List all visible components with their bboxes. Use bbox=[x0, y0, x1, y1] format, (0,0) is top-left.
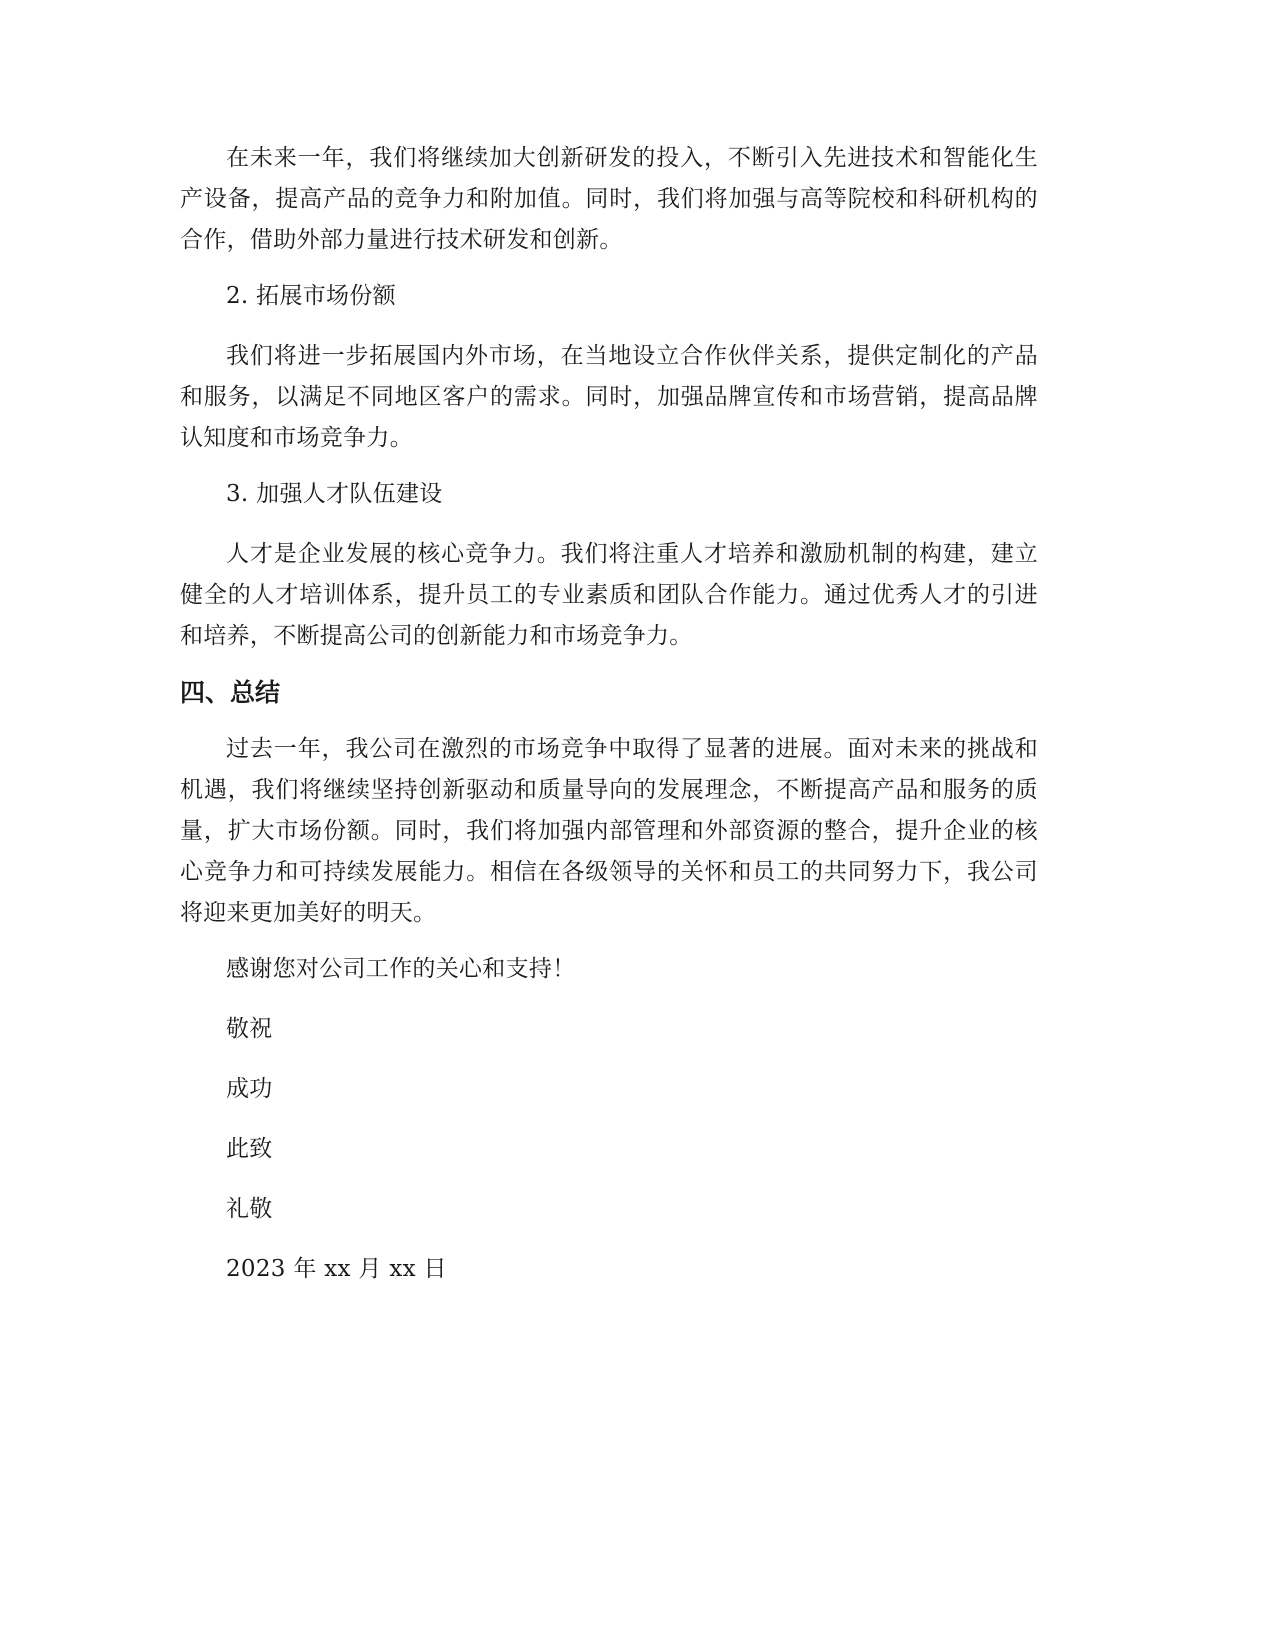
closing-line-2: 成功 bbox=[226, 1076, 273, 1102]
section-heading-summary: 四、总结 bbox=[180, 678, 281, 707]
thanks-line: 感谢您对公司工作的关心和支持！ bbox=[226, 956, 576, 982]
closing-line-1: 敬祝 bbox=[226, 1016, 273, 1042]
date-line: 2023 年 xx 月 xx 日 bbox=[226, 1256, 447, 1282]
document-page bbox=[180, 138, 1038, 1309]
closing-line-3: 此致 bbox=[226, 1136, 273, 1162]
item2-paragraph: 我们将进一步拓展国内外市场，在当地设立合作伙伴关系，提供定制化的产品和服务，以满足不同地区客户的需求。同时，加强品牌宣传和市场营销，提高品牌认知度和市场竞争力。 bbox=[180, 343, 1038, 451]
intro-paragraph: 在未来一年，我们将继续加大创新研发的投入，不断引入先进技术和智能化生产设备，提高产品的竞争力和附加值。同时，我们将加强与高等院校和科研机构的合作，借助外部力量进行技术研发和创新。 bbox=[180, 145, 1038, 253]
summary-paragraph: 过去一年，我公司在激烈的市场竞争中取得了显著的进展。面对未来的挑战和机遇，我们将继续坚持创新驱动和质量导向的发展理念，不断提高产品和服务的质量，扩大市场份额。同时，我们将加强内部管理和外部资源的整合，提升企业的核心竞争力和可持续发展能力。相信在各级领导的关怀和员工的共同努力下，我公司将迎来更加美好的明天。 bbox=[180, 736, 1038, 926]
closing-line-4: 礼敬 bbox=[226, 1196, 273, 1222]
item3-paragraph: 人才是企业发展的核心竞争力。我们将注重人才培养和激励机制的构建，建立健全的人才培训体系，提升员工的专业素质和团队合作能力。通过优秀人才的引进和培养，不断提高公司的创新能力和市场竞争力。 bbox=[180, 541, 1038, 649]
item3-heading: 3. 加强人才队伍建设 bbox=[226, 481, 443, 507]
item2-heading: 2. 拓展市场份额 bbox=[226, 283, 396, 309]
